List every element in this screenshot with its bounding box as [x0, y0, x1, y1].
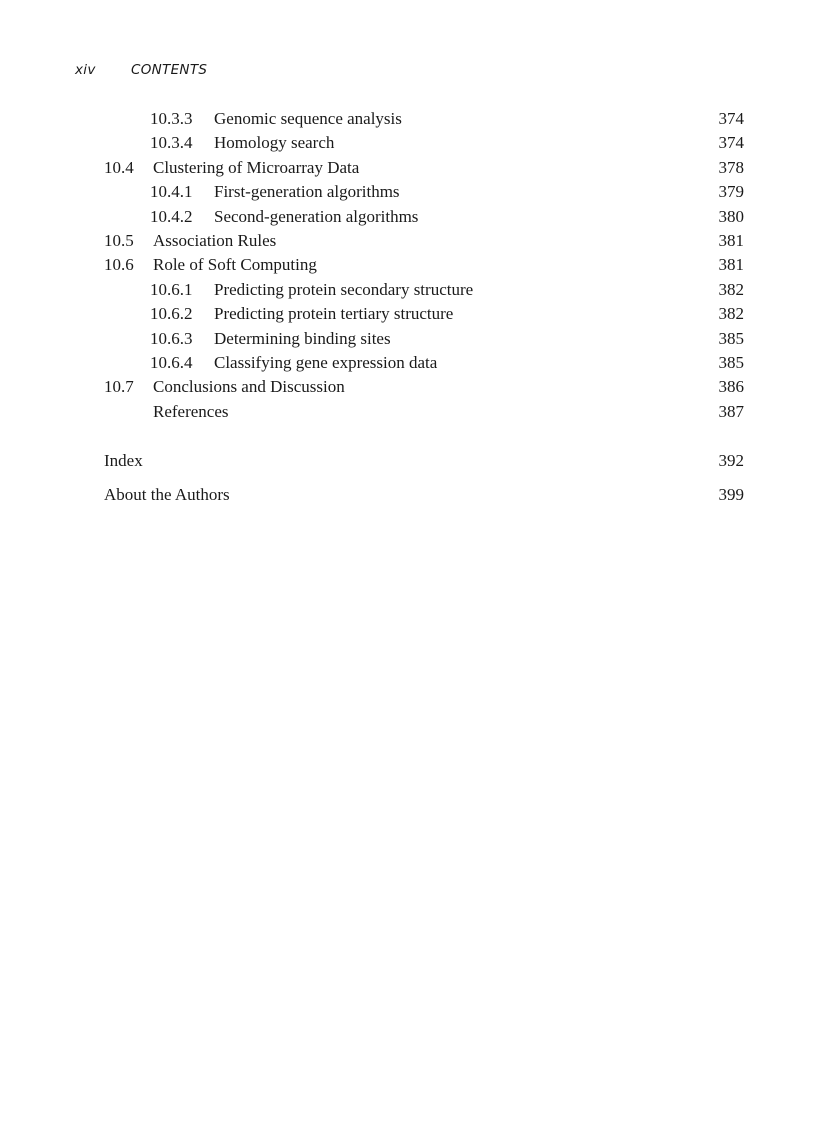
toc-entry — [0, 229, 816, 253]
toc-entry-number: 10.6.2 — [150, 304, 193, 324]
toc-entry-about-authors — [0, 483, 816, 507]
toc-entry-page: 382 — [718, 304, 744, 324]
toc-entry-number: 10.5 — [104, 230, 134, 250]
running-head — [75, 62, 207, 78]
toc-entry-page: 380 — [718, 206, 744, 226]
toc-entry-number: 10.4.1 — [150, 182, 193, 202]
toc-entry-number: 10.6.3 — [150, 328, 193, 348]
toc-entry — [0, 327, 816, 351]
toc-entry-title: Predicting protein secondary structure — [214, 279, 474, 299]
toc-entry-page: 386 — [718, 377, 744, 397]
toc-entry-title: References — [153, 401, 229, 421]
toc-entry-number: 10.4.2 — [150, 206, 193, 226]
toc-entry-number: 10.3.4 — [150, 133, 193, 153]
toc-entry-title: Genomic sequence analysis — [214, 109, 402, 128]
toc-entry — [0, 351, 816, 375]
toc-entry-page: 379 — [718, 182, 744, 202]
toc-entry-page: 387 — [718, 401, 744, 421]
table-of-contents — [0, 107, 816, 508]
toc-entry-page: 374 — [718, 109, 744, 128]
toc-entry-page: 374 — [718, 133, 744, 153]
toc-entry — [0, 180, 816, 204]
toc-entry-title: Second-generation algorithms — [214, 206, 419, 226]
toc-entry — [0, 278, 816, 302]
toc-entry-page: 381 — [718, 255, 744, 275]
toc-entry — [0, 107, 816, 131]
toc-entry-page: 392 — [718, 451, 744, 471]
toc-entry-number: 10.6 — [104, 255, 134, 275]
page-folio: xiv — [75, 62, 96, 78]
toc-entry-title: Predicting protein tertiary structure — [214, 304, 454, 324]
toc-entry-title: Role of Soft Computing — [153, 255, 317, 275]
toc-entry-number: 10.6.4 — [150, 352, 193, 372]
toc-entry-page: 399 — [718, 485, 744, 505]
toc-entry-title: Determining binding sites — [214, 328, 391, 348]
toc-entry-page: 385 — [718, 352, 744, 372]
toc-entry-index — [0, 449, 816, 473]
toc-entry-title: About the Authors — [104, 485, 230, 505]
toc-entry-number: 10.6.1 — [150, 279, 193, 299]
toc-entry-title: Classifying gene expression data — [214, 352, 438, 372]
toc-entry-number: 10.4 — [104, 157, 134, 177]
toc-entry — [0, 205, 816, 229]
toc-entry — [0, 131, 816, 155]
toc-entry-number: 10.7 — [104, 377, 134, 397]
toc-entry-title: Homology search — [214, 133, 335, 153]
toc-entry-title: Conclusions and Discussion — [153, 377, 345, 397]
toc-entry-title: First-generation algorithms — [214, 182, 400, 202]
running-head-title: CONTENTS — [131, 62, 208, 78]
toc-entry — [0, 302, 816, 326]
toc-entry-page: 378 — [718, 157, 744, 177]
toc-entry-title: Index — [104, 451, 143, 471]
toc-entry-references — [0, 400, 816, 424]
toc-entry-title: Association Rules — [153, 230, 277, 250]
toc-entry-page: 381 — [718, 230, 744, 250]
toc-entry — [0, 156, 816, 180]
toc-entry — [0, 253, 816, 277]
toc-entry-page: 385 — [718, 328, 744, 348]
toc-entry-page: 382 — [718, 279, 744, 299]
toc-entry-title: Clustering of Microarray Data — [153, 157, 360, 177]
toc-entry-number: 10.3.3 — [150, 109, 193, 128]
toc-entry — [0, 375, 816, 399]
